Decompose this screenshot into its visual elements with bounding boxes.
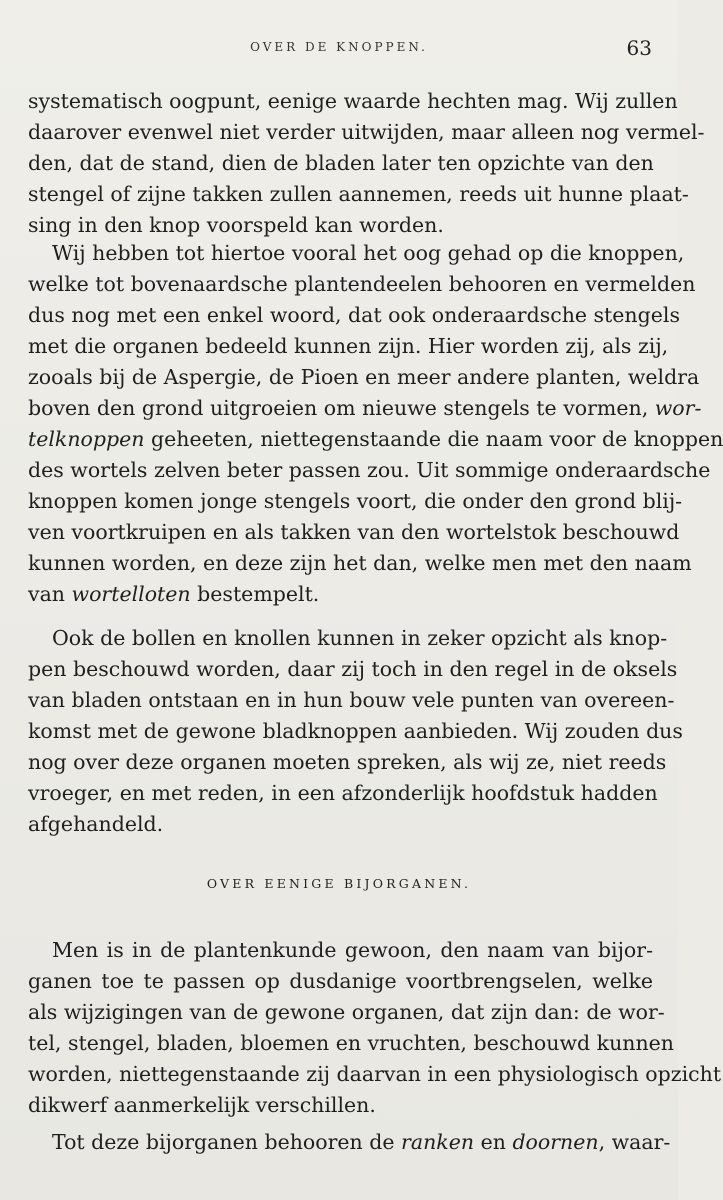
paragraph-4 [28,935,722,1121]
text-line [28,393,702,424]
text-segment: Tot deze bijorganen behooren de [52,1130,395,1154]
text-segment: geheeten, niettegenstaande die naam voor de knoppen [151,427,723,451]
text-line: zooals bij de Aspergie, de Pioen en meer andere planten, weldra [28,365,700,389]
text-segment: bestempelt. [197,582,320,606]
text-segment: , waar- [598,1130,671,1154]
text-line: sing in den knop voorspeld kan worden. [28,213,444,237]
text-line [28,424,723,455]
text-line: pen beschouwd worden, daar zij toch in den regel in de oksels [28,657,678,681]
text-line: den, dat de stand, dien de bladen later ten opzichte van den [28,151,654,175]
paragraph-1 [28,86,705,241]
text-line: systematisch oogpunt, eenige waarde hechten mag. Wij zullen [28,89,678,113]
text-line: welke tot bovenaardsche plantendeelen behooren en vermelden [28,272,696,296]
text-line [28,579,653,610]
text-line: knoppen komen jonge stengels voort, die onder den grond blij- [28,489,683,513]
text-line: worden, niettegenstaande zij daarvan in een physiologisch opzicht [28,1062,722,1086]
text-line: des wortels zelven beter passen zou. Uit sommige onderaardsche [28,458,711,482]
running-head [0,36,678,60]
text-line: daarover evenwel niet verder uitwijden, maar alleen nog vermel- [28,120,705,144]
text-line: dus nog met een enkel woord, dat ook onderaardsche stengels [28,303,680,327]
text-line: dikwerf aanmerkelijk verschillen. [28,1093,376,1117]
text-line: tel, stengel, bladen, bloemen en vruchten, beschouwd kunnen [28,1031,675,1055]
paragraph-3 [28,623,683,840]
text-line: Ook de bollen en knollen kunnen in zeker opzicht als knop- [52,626,668,650]
text-segment: en [480,1130,506,1154]
text-line: van bladen ontstaan en in hun bouw vele punten van overeen- [28,688,675,712]
text-segment: van [28,582,66,606]
paragraph-2 [28,238,723,610]
text-line: Men is in de plantenkunde gewoon, den naam van bijor- [52,938,653,962]
text-line: nog over deze organen moeten spreken, als wij ze, niet reeds [28,750,667,774]
text-line: Wij hebben tot hiertoe vooral het oog gehad op die knoppen, [52,241,685,265]
italic-term: doornen [512,1130,599,1154]
running-title: OVER DE KNOPPEN. [250,40,428,54]
paragraph-5 [28,1127,671,1158]
text-line: stengel of zijne takken zullen aannemen, reeds uit hunne plaat- [28,182,689,206]
text-line: als wijzigingen van de gewone organen, dat zijn dan: de wor- [28,1000,665,1024]
page-number: 63 [626,36,652,60]
text-line: vroeger, en met reden, in een afzonderlijk hoofdstuk hadden [28,781,658,805]
text-line [28,1127,671,1158]
text-line: ganen toe te passen op dusdanige voortbrengselen, welke [28,969,653,993]
italic-term: wortelloten [71,582,191,606]
italic-term: ranken [401,1130,475,1154]
text-line: met die organen bedeeld kunnen zijn. Hier worden zij, als zij, [28,334,669,358]
text-line: komst met de gewone bladknoppen aanbieden. Wij zouden dus [28,719,683,743]
italic-term: wor- [654,396,702,420]
italic-term: telknoppen [28,427,145,451]
text-segment: boven den grond uitgroeien om nieuwe stengels te vormen, [28,396,649,420]
text-line: afgehandeld. [28,812,164,836]
text-line: kunnen worden, en deze zijn het dan, welke men met den naam [28,551,692,575]
text-line: ven voortkruipen en als takken van den wortelstok beschouwd [28,520,680,544]
section-heading: OVER EENIGE BIJORGANEN. [206,876,472,891]
